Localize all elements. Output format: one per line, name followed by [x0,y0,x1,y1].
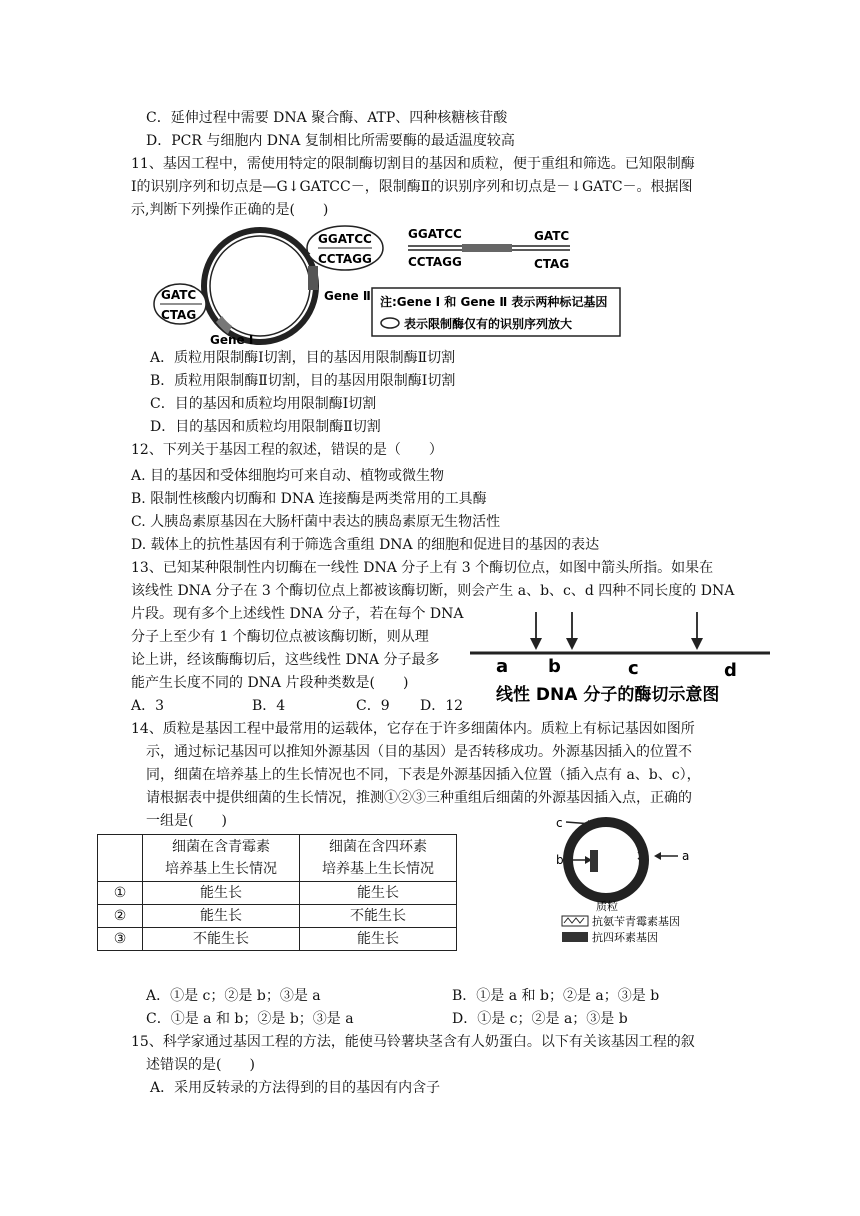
q14-stem-line3: 同，细菌在培养基上的生长情况也不同，下表是外源基因插入位置（插入点有 a、b、c）， [146,767,701,783]
q13-option-b: B．4 [252,698,286,714]
dna-top-left: GGATCC [408,227,462,241]
callout-seq1-top: GGATCC [318,232,372,246]
note-line2: 表示限制酶仅有的识别序列放大 [404,317,573,331]
q11-stem-line3: 示,判断下列操作正确的是( ) [131,202,329,218]
cut-arrow-3-icon [691,638,703,650]
q12-option-c: C. 人胰岛素原基因在大肠杆菌中表达的胰岛素原无生物活性 [131,514,501,530]
q13-stem-line6: 能产生长度不同的 DNA 片段种类数是( ) [131,675,409,691]
legend-tetracycline-label: 抗四环素基因 [592,931,658,944]
q12-option-b: B. 限制性核酸内切酶和 DNA 连接酶是两类常用的工具酶 [131,491,487,507]
arrow-a-icon [654,852,661,860]
table-cell: 不能生长 [143,928,300,951]
q15-stem-line2: 述错误的是( ) [146,1057,255,1073]
q11-option-c: C．目的基因和质粒均用限制酶Ⅰ切割 [150,396,377,412]
q14-plasmid-figure [552,812,712,950]
q12-option-a: A. 目的基因和受体细胞均可来自动、植物或微生物 [131,468,445,484]
growth-table [97,834,457,951]
table-header-blank [98,835,143,882]
gene-ii-block [308,266,318,290]
q13-stem-line4: 分子上至少有 1 个酶切位点被该酶切断，则从理 [131,629,429,645]
q15-option-a: A．采用反转录的方法得到的目的基因有内含子 [150,1080,441,1096]
q13-option-d: D．12 [420,698,464,714]
table-row [98,928,457,951]
q13-stem-line5: 论上讲，经该酶酶切后，这些线性 DNA 分子最多 [131,652,440,668]
q13-stem-line2: 该线性 DNA 分子在 3 个酶切位点上都被该酶切断，则会产生 a、b、c、d 四种不同长度的 DNA [131,583,735,599]
insertion-c-label: c [556,816,563,830]
q13-option-c: C．9 [356,698,390,714]
table-cell: 不能生长 [300,905,457,928]
q13-option-a: A．3 [131,698,165,714]
fragment-b-label: b [548,656,561,677]
table-cell: ② [98,905,143,928]
q14-stem-line4: 请根据表中提供细菌的生长情况，推测①②③三种重组后细菌的外源基因插入点，正确的 [146,790,692,806]
callout-seq2-top: GATC [161,288,197,302]
table-cell: ① [98,882,143,905]
q10-option-d: D．PCR 与细胞内 DNA 复制相比所需要酶的最适温度较高 [146,133,515,149]
gene-ii-label: Gene Ⅱ [324,289,371,303]
table-cell: 能生长 [300,928,457,951]
fragment-c-label: c [628,658,639,679]
gene-i-label: Gene Ⅰ [210,333,254,347]
plasmid-caption: 质粒 [596,900,618,913]
q13-linear-dna-figure [466,606,772,706]
linear-dna-caption: 线性 DNA 分子的酶切示意图 [496,685,720,705]
q11-stem-line1: 11、基因工程中，需使用特定的限制酶切割目的基因和质粒，便于重组和筛选。已知限制酶 [131,156,695,172]
legend-tetracycline-swatch [562,932,588,942]
table-header-tetracycline: 细菌在含四环素 培养基上生长情况 [300,835,457,882]
callout-seq1-bottom: CCTAGG [318,252,372,266]
q11-plasmid-figure [150,222,630,348]
dna-bottom-right: CTAG [534,257,570,271]
q11-stem-line2: Ⅰ的识别序列和切点是—G↓GATCC－，限制酶Ⅱ的识别序列和切点是－↓GATC－。根据图 [131,179,693,195]
q14-stem-line5: 一组是( ) [146,813,227,829]
q14-stem-line2: 示，通过标记基因可以推知外源基因（目的基因）是否转移成功。外源基因插入的位置不 [146,744,692,760]
fragment-a-label: a [496,656,509,677]
insertion-a-label: a [682,849,690,863]
target-gene-block [462,244,512,252]
q10-option-c: C．延伸过程中需要 DNA 聚合酶、ATP、四种核糖核苷酸 [146,110,508,126]
q15-stem-line1: 15、科学家通过基因工程的方法，能使马铃薯块茎含有人奶蛋白。以下有关该基因工程的叙 [131,1034,695,1050]
cut-arrow-2-icon [566,638,578,650]
q13-stem-line1: 13、已知某种限制性内切酶在一线性 DNA 分子上有 3 个酶切位点，如图中箭头所指。如果在 [131,560,714,576]
q11-option-a: A．质粒用限制酶Ⅰ切割，目的基因用限制酶Ⅱ切割 [150,350,456,366]
q14-option-a: A．①是 c；②是 b；③是 a [146,988,321,1004]
table-row [98,905,457,928]
table-header-penicillin: 细菌在含青霉素 培养基上生长情况 [143,835,300,882]
q14-option-d: D．①是 c；②是 a；③是 b [452,1011,628,1027]
table-cell: ③ [98,928,143,951]
q14-option-c: C．①是 a 和 b；②是 b；③是 a [146,1011,354,1027]
callout-seq2-bottom: CTAG [161,308,197,322]
table-header-row [98,835,457,882]
q11-option-d: D．目的基因和质粒均用限制酶Ⅱ切割 [150,419,381,435]
cut-arrow-1-icon [530,638,542,650]
table-row [98,882,457,905]
q12-stem: 12、下列关于基因工程的叙述，错误的是（ ） [131,442,443,458]
q14-stem-line1: 14、质粒是基因工程中最常用的运载体，它存在于许多细菌体内。质粒上有标记基因如图所 [131,721,695,737]
table-cell: 能生长 [143,905,300,928]
table-cell: 能生长 [143,882,300,905]
q14-option-b: B．①是 a 和 b；②是 a；③是 b [452,988,660,1004]
q12-option-d: D. 载体上的抗性基因有利于筛选含重组 DNA 的细胞和促进目的基因的表达 [131,537,600,553]
q11-option-b: B．质粒用限制酶Ⅱ切割，目的基因用限制酶Ⅰ切割 [150,373,456,389]
table-cell: 能生长 [300,882,457,905]
note-line1: 注:Gene Ⅰ 和 Gene Ⅱ 表示两种标记基因 [380,295,608,309]
insertion-b-label: b [556,853,564,867]
q13-stem-line3: 片段。现有多个上述线性 DNA 分子，若在每个 DNA [131,606,464,622]
tetracycline-gene-block [590,850,598,872]
dna-bottom-left: CCTAGG [408,255,462,269]
dna-top-right: GATC [534,229,570,243]
fragment-d-label: d [724,660,737,681]
legend-penicillin-label: 抗氨苄青霉素基因 [592,915,680,928]
